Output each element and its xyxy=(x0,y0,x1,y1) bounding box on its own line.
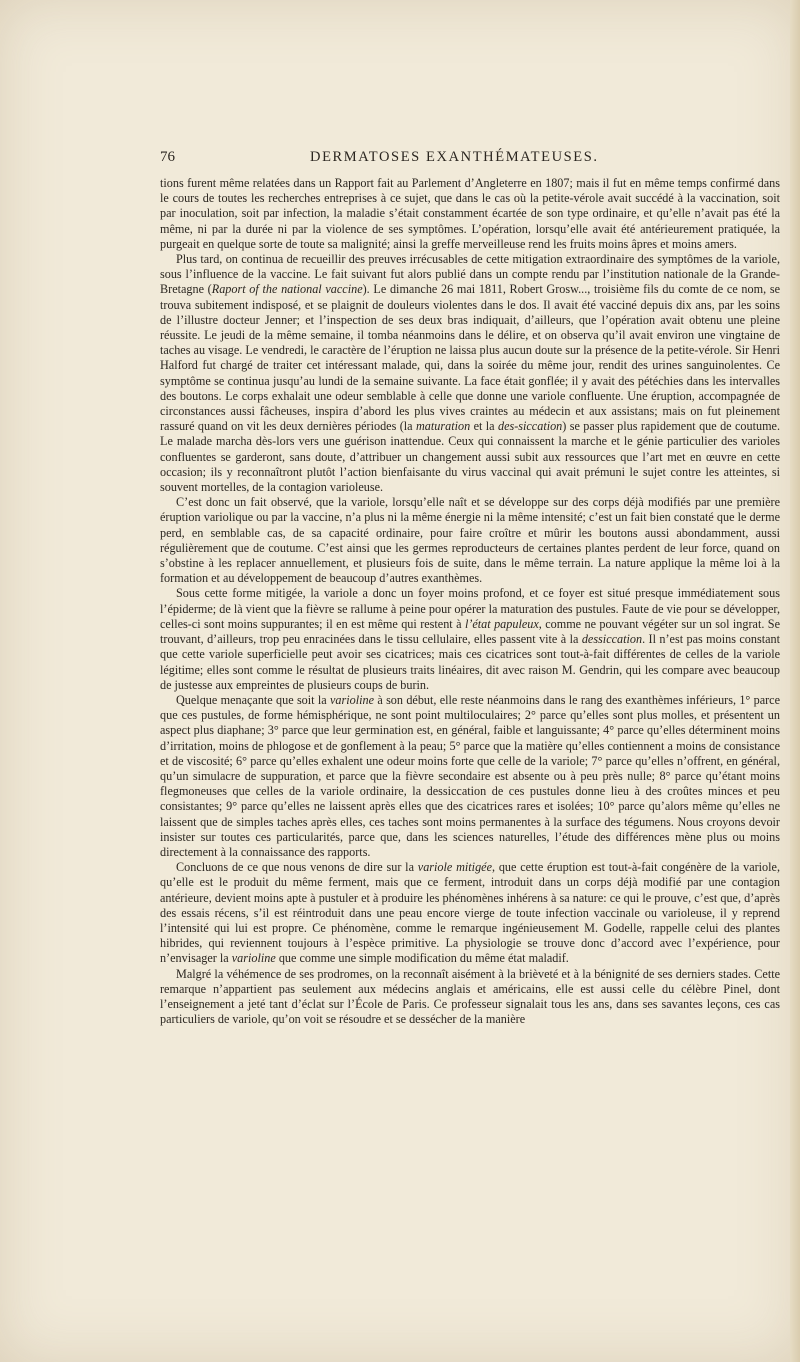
italic-title: Raport of the national vaccine xyxy=(211,282,363,297)
paragraph: Malgré la véhémence de ses prodromes, on la reconnaît aisément à la brièveté et à la bénignité de ses derniers stades. Cette remarque n’appartient pas seulement aux médecins anglais et américains, elle est aussi celle du célèbre Pinel, dont l’enseignement a jeté tant d’éclat sur l’École de Paris. Ce professeur signalait tous les ans, dans ses savantes leçons, ces cas particuliers de variole, qu’on voit se résoudre et se dessécher de la manière xyxy=(160,966,780,1027)
italic-term: variole mitigée xyxy=(417,860,492,875)
italic-term: des-siccation xyxy=(497,419,563,434)
italic-term: maturation xyxy=(416,419,471,434)
paragraph: Plus tard, on continua de recueillir des preuves irrécusables de cette mitigation extraordinaire des symptômes de la variole, sous l’influence de la vaccine. Le fait suivant fut alors publié dans un compte rendu par l’institution nationale de la Grande-Bretagne (Raport of the national vaccine). Le dimanche 26 mai 1811, Robert Grosw..., troisième fils du comte de ce nom, se trouva subitement indisposé, et se plaignit de douleurs violentes dans le dos. Il avait été vacciné depuis dix ans, par les soins de l’illustre docteur Jenner; et l’inspection de ses deux bras indiquait, d’ailleurs, que l’opération avait obtenu une pleine réussite. Le jeudi de la même semaine, il tomba néanmoins dans le délire, et on observa qu’il avait environ une vingtaine de taches au visage. Le vendredi, le caractère de l’éruption ne laissa plus aucun doute sur la présence de la petite-vérole. Sir Henri Halford fut chargé de traiter cet intéressant malade, qui, dans la soirée du même jour, rendit des urines sanguinolentes. Ce symptôme se continua jusqu’au lundi de la semaine suivante. La face était gonflée; il y avait des pétéchies dans les intervalles des boutons. Le corps exhalait une odeur semblable à celle que donne une variole confluente. Une éruption, accompagnée de circonstances aussi fâcheuses, inspira d’abord les plus vives craintes au médecin et aux assistans; mais on fut pleinement rassuré quand on vit les deux dernières périodes (la maturation et la des-siccation) se passer plus rapidement que de coutume. Le malade marcha dès-lors vers une guérison inattendue. Ceux qui connaissent la marche et le génie particulier des varioles confluentes se garderont, sans doute, d’attribuer un changement aussi subit aux ressources que l’art met en œuvre en cette occasion; ils y reconnaîtront plutôt l’action bienfaisante du virus vaccinal qui avait prémuni le sujet contre les atteintes, si souvent mortelles, de la contagion varioleuse. xyxy=(160,252,781,495)
italic-term: l’état papuleux xyxy=(464,616,539,631)
text-body xyxy=(160,176,780,1027)
page-edge xyxy=(790,0,800,1362)
italic-term: dessiccation xyxy=(581,632,643,647)
paragraph: Sous cette forme mitigée, la variole a donc un foyer moins profond, et ce foyer est situé presque immédiatement sous l’épiderme; de là vient que la fièvre se rallume à peine pour opérer la maturation des pustules. Faute de vie pour se développer, celles-ci sont moins suppurantes; il en est même qui restent à l’état papuleux, comme ne pouvant végéter sur un sol ingrat. Se trouvant, d’ailleurs, trop peu enracinées dans le tissu cellulaire, elles passent vite à la dessiccation. Il n’est pas moins constant que cette variole superficielle peut avoir ses cicatrices; mais ces cicatrices sont tout-à-fait différentes de celles de la variole légitime; elles sont comme le résultat de plusieurs traits linéaires, dit avec raison M. Gendrin, qui les compare avec beaucoup de justesse aux empreintes de plusieurs coups de burin. xyxy=(160,586,780,692)
paragraph: C’est donc un fait observé, que la variole, lorsqu’elle naît et se développe sur des corps déjà modifiés par une première éruption variolique ou par la vaccine, n’a plus ni la même énergie ni la même intensité; c’est un fait bien constaté que le derme perd, en semblable cas, de sa capacité ordinaire, pour faire croître et mûrir les boutons aussi abondamment, aussi régulièrement que de coutume. C’est ainsi que les germes reproducteurs de certaines plantes perdent de leur force, quand on s’obstine à les replacer annuellement, et plusieurs fois de suite, dans le même terrain. La nature applique la même loi à la formation et au développement de beaucoup d’autres exanthèmes. xyxy=(160,495,780,586)
page-header xyxy=(160,149,780,171)
paragraph: tions furent même relatées dans un Rapport fait au Parlement d’Angleterre en 1807; mais il fut en même temps confirmé dans le cours de toutes les recherches entreprises à ce sujet, que dans le cas où la petite-vérole avait succédé à la vaccination, soit par inoculation, soit par infection, la maladie s’était constamment écartée de son type ordinaire, et qu’elle n’avait pas été la même, ni par la durée ni par la violence de ses symptômes. L’opération, lorsqu’elle avait été antérieurement pratiquée, la purgeait en quelque sorte de toute sa malignité; ainsi la greffe merveilleuse rend les fruits moins âpres et moins amers. xyxy=(160,176,780,251)
italic-term: varioline xyxy=(330,692,375,707)
paragraph: Quelque menaçante que soit la varioline à son début, elle reste néanmoins dans le rang des exanthèmes inférieurs, 1° parce que ces pustules, de forme hémisphérique, ne sont point multiloculaires; 2° parce qu’elles sont plus molles, et présentent un aspect plus diaphane; 3° parce que leur germination est, en général, faible et languissante; 4° parce qu’elles déterminent moins d’irritation, moins de phlogose et de gonflement à la peau; 5° parce que la matière qu’elles contiennent a moins de consistance et de viscosité; 6° parce qu’elles exhalent une odeur moins forte que celle de la variole; 7° parce qu’elles n’offrent, en général, qu’un simulacre de suppuration, et parce que la fièvre secondaire est absente ou à peu près nulle; 8° parce qu’étant moins flegmoneuses que celles de la variole ordinaire, la dessiccation de ces pustules donne lieu à des croûtes minces et peu consistantes; 9° parce qu’elles ne laissent après elles que des cicatrices rares et isolées; 10° parce qu’alors même qu’elles ne laissent que de simples taches après elles, ces taches sont moins permanentes à la surface des tégumens. Nous croyons devoir insister sur toutes ces particularités, parce que, dans les sciences naturelles, l’étude des différences mène plus ou moins directement à la connaissance des rapports. xyxy=(160,692,781,859)
running-title: DERMATOSES EXANTHÉMATEUSES. xyxy=(310,149,599,165)
paragraph: Concluons de ce que nous venons de dire sur la variole mitigée, que cette éruption est tout-à-fait congénère de la variole, qu’elle est le produit du même ferment, mais que ce ferment, introduit dans un corps déjà modifié par une contagion antérieure, devient moins apte à pustuler et à produire les phénomènes inhérens à sa nature: ce qui le prouve, c’est que, d’après des essais récens, s’il est réintroduit dans une peau encore vierge de toute infection vaccinale ou varioleuse, il y reprend l’intensité qui lui est propre. Ce phénomène, comme le remarque ingénieusement M. Godelle, rappelle celui des plantes hibrides, qui reviennent toujours à l’espèce primitive. La physiologie se trouve donc d’accord avec l’expérience, pour n’envisager la varioline que comme une simple modification du même état maladif. xyxy=(160,860,780,966)
page-number: 76 xyxy=(160,149,175,165)
italic-term: varioline xyxy=(231,951,276,966)
